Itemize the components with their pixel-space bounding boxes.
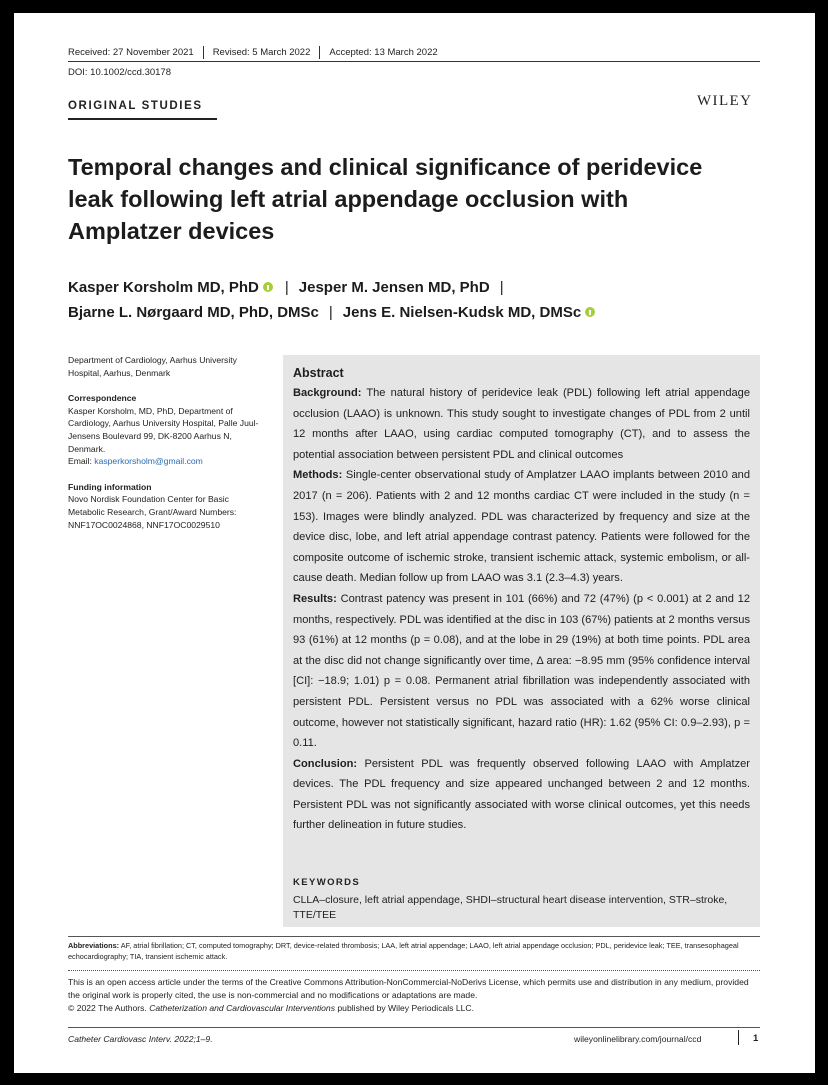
header-rule (68, 61, 760, 62)
funding-heading: Funding information (68, 481, 152, 492)
copyright-line (68, 1002, 760, 1015)
author-4: Jens E. Nielsen-Kudsk MD, DMSc (342, 304, 582, 321)
section-label: ORIGINAL STUDIES (68, 100, 203, 112)
sidebar (68, 354, 268, 544)
author-2: Jesper M. Jensen MD, PhD (298, 279, 490, 296)
received-date: Received: 27 November 2021 (68, 47, 194, 59)
abstract-conclusion (293, 754, 750, 836)
email-label: Email: (68, 456, 92, 467)
divider (319, 46, 320, 59)
publisher-logo: WILEY (697, 93, 753, 109)
background-text: The natural history of peridevice leak (PDL) following left atrial appendage occlusion (LAAO) is unknown. This study sought to investigate changes of PDL from 2 until 12 months after LAAO, using cardiac computed tomography (CT), and to assess the potential association between persistent PDL and clinical outcomes (293, 387, 750, 461)
license-text: This is an open access article under the terms of the Creative Commons Attribution-NonCommercial-NoDerivs License, which permits use and distribution in any medium, provided the original work is properly cited, the use is non-commercial and no modifications or adaptations are made. (68, 977, 749, 1000)
abstract-results (293, 589, 750, 754)
orcid-icon[interactable] (263, 282, 273, 292)
abstract-body (293, 364, 750, 836)
journal-reference: Catheter Cardiovasc Interv. 2022;1–9. (68, 1034, 213, 1044)
conclusion-label: Conclusion: (293, 757, 358, 770)
copyright-journal: Catheterization and Cardiovascular Interventions (149, 1003, 336, 1013)
footnote-rule (68, 936, 760, 937)
copyright-prefix: © 2022 The Authors. (68, 1003, 147, 1013)
author-1: Kasper Korsholm MD, PhD (68, 279, 259, 296)
email-line (68, 455, 268, 468)
license-block (68, 976, 760, 1015)
divider (203, 46, 204, 59)
accepted-date: Accepted: 13 March 2022 (329, 47, 438, 59)
copyright-suffix: published by Wiley Periodicals LLC. (337, 1003, 475, 1013)
author-list (68, 275, 768, 325)
abstract-methods (293, 465, 750, 589)
section-underline (68, 118, 217, 120)
abstract-heading: Abstract (293, 366, 344, 380)
methods-label: Methods: (293, 469, 343, 482)
author-3: Bjarne L. Nørgaard MD, PhD, DMSc (68, 304, 319, 321)
history-line (68, 46, 438, 59)
author-separator: | (499, 279, 504, 296)
background-label: Background: (293, 387, 362, 399)
page-number-divider (738, 1030, 739, 1045)
footer-rule (68, 1027, 760, 1028)
dotted-rule (68, 970, 760, 971)
author-separator: | (328, 304, 333, 321)
results-text: Contrast patency was present in 101 (66%) and 72 (47%) (p < 0.001) at 2 and 12 months, respectively. PDL was identified at the disc in 103 (67%) patients at 2 months versus 93 (61%) at 12 months (p = 0.08), and at the lobe in 29 (19%) at both time points. PDL area at the disc did not change significantly over time, Δ area: −8.95 mm (95% confidence interval [CI]: −18.9; 1.01) p = 0.08. Permanent atrial fibrillation was independently associated with persistent PDL. Persistent versus no PDL was associated with a 62% worse clinical outcome, however not statistically significant, hazard ratio (HR): 1.62 (95% CI: 0.9–2.93), p = 0.11. (293, 592, 750, 750)
article-title: Temporal changes and clinical significance of peridevice leak following left atrial appendage occlusion with Amplatzer devices (68, 154, 703, 244)
affiliation: Department of Cardiology, Aarhus University Hospital, Aarhus, Denmark (68, 355, 237, 378)
results-label: Results: (293, 592, 337, 605)
methods-text: Single-center observational study of Amplatzer LAAO implants between 2010 and 2017 (n = 206). Patients with 2 and 12 months cardiac CT were included in the study (n = 153). Images were blindly analyzed. PDL was characterized by frequency and size at the device disc, lobe, and left atrial appendage contrast patency. Patients were followed for the composite outcome of ischemic stroke, transient ischemic attack, systemic embolism, or all-cause death. Median follow up from LAAO was 3.1 (2.3–4.3) years. (293, 469, 750, 585)
page-number: 1 (753, 1033, 759, 1044)
revised-date: Revised: 5 March 2022 (212, 47, 311, 59)
correspondence-heading: Correspondence (68, 393, 137, 404)
article-page (14, 13, 815, 1073)
abbreviations-label: Abbreviations: (68, 941, 120, 950)
email-link[interactable]: kasperkorsholm@gmail.com (94, 456, 203, 467)
conclusion-text: Persistent PDL was frequently observed following LAAO with Amplatzer devices. The PDL frequency and size appeared unchanged between 2 and 12 months. Persistent PDL was not significantly associated with worse clinical outcomes, yet this needs further delineation in future studies. (293, 757, 750, 832)
correspondence (68, 392, 268, 468)
doi[interactable]: DOI: 10.1002/ccd.30178 (68, 67, 171, 78)
abbreviations-text: AF, atrial fibrillation; CT, computed tomography; DRT, device-related thrombosis; LAA, left atrial appendage; LAAO, left atrial appendage occlusion; PDL, peridevice leak; TEE, transesophageal echocardiography; TIA, transient ischemic attack. (68, 941, 739, 961)
keywords-heading: KEYWORDS (293, 877, 361, 888)
funding-text: Novo Nordisk Foundation Center for Basic Metabolic Research, Grant/Award Numbers: NNF17OC0024868, NNF17OC0029510 (68, 494, 237, 530)
funding (68, 481, 268, 531)
keywords: CLLA–closure, left atrial appendage, SHDI–structural heart disease intervention, STR–stroke, TTE/TEE (293, 894, 728, 921)
abstract-box (283, 355, 760, 927)
abbreviations (68, 940, 760, 962)
correspondence-text: Kasper Korsholm, MD, PhD, Department of Cardiology, Aarhus University Hospital, Palle Juul-Jensens Boulevard 99, DK-8200 Aarhus N, Denmark. (68, 405, 259, 454)
journal-url[interactable]: wileyonlinelibrary.com/journal/ccd (574, 1034, 702, 1044)
orcid-icon[interactable] (585, 307, 595, 317)
author-separator: | (284, 279, 289, 296)
abstract-background (293, 383, 750, 465)
